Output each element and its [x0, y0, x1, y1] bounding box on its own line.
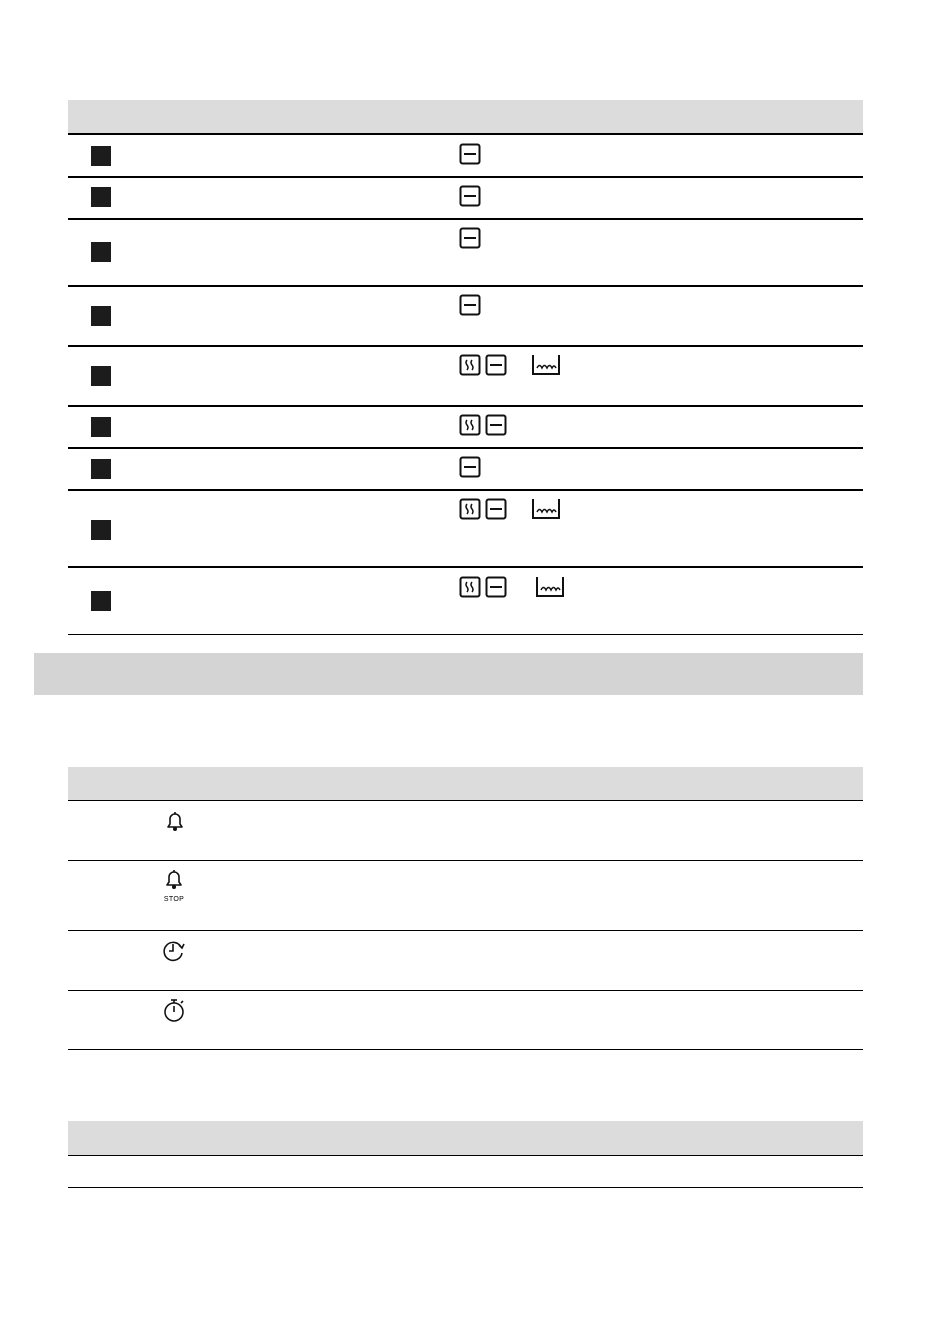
table3-bottom-rule: [68, 1187, 863, 1188]
table2-bottom-rule: [68, 1049, 863, 1050]
water-tray-icon: [531, 498, 561, 520]
table2-header-rule: [68, 800, 863, 801]
row-divider: [68, 860, 863, 861]
row-marker: [91, 146, 111, 166]
bottom-heat-icon: [459, 185, 481, 207]
bottom-heat-icon: [485, 354, 507, 376]
row-divider: [68, 489, 863, 491]
bottom-heat-icon: [485, 576, 507, 598]
section-heading-bar: [34, 653, 863, 695]
row-divider: [68, 285, 863, 287]
row-marker: [91, 459, 111, 479]
table2-header: [68, 767, 863, 800]
row-icons: [459, 227, 481, 249]
table1-header: [68, 100, 863, 134]
row-divider: [68, 218, 863, 220]
row-marker: [91, 306, 111, 326]
row-divider: [68, 990, 863, 991]
row-icons: [459, 185, 481, 207]
water-tray-icon: [535, 576, 565, 598]
steam-heat-icon: [459, 576, 481, 598]
row-icons: [459, 354, 561, 376]
steam-heat-icon: [459, 414, 481, 436]
row-marker: [91, 366, 111, 386]
bottom-heat-icon: [459, 456, 481, 478]
row-divider: [68, 176, 863, 178]
row-divider: [68, 447, 863, 449]
steam-heat-icon: [459, 498, 481, 520]
row-icons: [459, 414, 507, 436]
table3-header: [68, 1121, 863, 1155]
row-divider: [68, 345, 863, 347]
table3-header-rule: [68, 1155, 863, 1156]
bottom-heat-icon: [459, 227, 481, 249]
bell-stop-icon: [162, 868, 186, 903]
row-icons: [459, 576, 565, 598]
row-icons: [459, 456, 481, 478]
stop-label: STOP: [163, 896, 185, 903]
bottom-heat-icon: [485, 414, 507, 436]
clock-delay-icon: [161, 938, 187, 969]
row-marker: [91, 242, 111, 262]
row-icons: [459, 143, 481, 165]
row-divider: [68, 405, 863, 407]
bottom-heat-icon: [459, 143, 481, 165]
bell-icon: [163, 810, 187, 839]
table1-header-rule: [68, 133, 863, 135]
steam-heat-icon: [459, 354, 481, 376]
water-tray-icon: [531, 354, 561, 376]
stopwatch-icon: [162, 997, 188, 1028]
bottom-heat-icon: [459, 294, 481, 316]
row-marker: [91, 187, 111, 207]
row-marker: [91, 591, 111, 611]
bottom-heat-icon: [485, 498, 507, 520]
row-icons: [459, 294, 481, 316]
row-divider: [68, 930, 863, 931]
row-icons: [459, 498, 561, 520]
row-marker: [91, 417, 111, 437]
table1-bottom-rule: [68, 634, 863, 635]
row-marker: [91, 520, 111, 540]
row-divider: [68, 566, 863, 568]
